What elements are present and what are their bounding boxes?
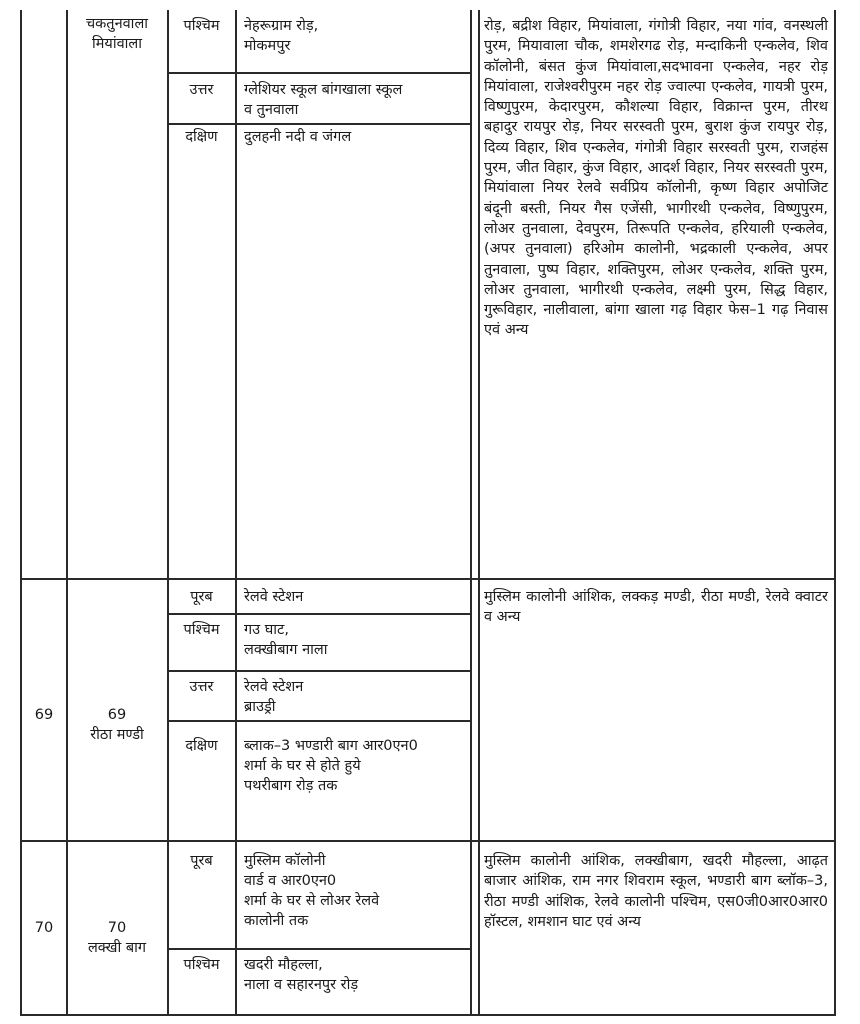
boundary-line: ब्राउड्री bbox=[244, 699, 276, 715]
subrow-separator bbox=[167, 948, 472, 950]
subrow-separator bbox=[167, 72, 472, 74]
covered-areas: मुस्लिम कालोनी आंशिक, लक्कड़ मण्डी, रीठा मण्डी, रेलवे क्वाटर व अन्य bbox=[484, 589, 828, 626]
ward-name-line: मियांवाला bbox=[92, 36, 142, 52]
direction-label: उत्तर bbox=[189, 82, 214, 98]
boundary-line: पथरीबाग रोड़ तक bbox=[244, 778, 338, 794]
ward-separator-1 bbox=[20, 578, 836, 580]
boundary-line: शर्मा के घर से लोअर रेलवे bbox=[244, 893, 380, 909]
direction-label: पश्चिम bbox=[183, 18, 220, 34]
boundary-line: कालोनी तक bbox=[244, 913, 309, 929]
boundary-line: व तुनवाला bbox=[244, 102, 299, 118]
column-divider-boundary bbox=[470, 10, 472, 1016]
direction-label: दक्षिण bbox=[185, 738, 218, 754]
table-border-left bbox=[20, 10, 22, 1016]
direction-label: उत्तर bbox=[189, 679, 214, 695]
boundary-text bbox=[244, 677, 468, 717]
boundary-line: लक्खीबाग नाला bbox=[244, 642, 328, 658]
direction-label: दक्षिण bbox=[185, 129, 218, 145]
subrow-separator bbox=[167, 670, 472, 672]
subrow-separator bbox=[167, 613, 472, 615]
boundary-line: गउ घाट, bbox=[244, 622, 289, 638]
boundary-line: शर्मा के घर से होते हुये bbox=[244, 758, 361, 774]
boundary-line: रेलवे स्टेशन bbox=[244, 589, 304, 605]
ward-name-line: रीठा मण्डी bbox=[90, 727, 144, 743]
boundary-text bbox=[244, 80, 468, 120]
boundary-line: मुस्लिम कॉलोनी bbox=[244, 853, 326, 869]
column-divider-direction bbox=[235, 10, 237, 1016]
direction-label: पश्चिम bbox=[183, 622, 220, 638]
boundary-line: ग्लेशियर स्कूल बांगखाला स्कूल bbox=[244, 82, 403, 98]
ward-name bbox=[68, 918, 166, 958]
boundary-line: मोकमपुर bbox=[244, 38, 291, 54]
boundary-line: रेलवे स्टेशन bbox=[244, 679, 304, 695]
table-border-right bbox=[834, 10, 836, 1016]
ward-name bbox=[68, 14, 166, 54]
subrow-separator bbox=[167, 123, 472, 125]
ward-name-line: 69 bbox=[107, 707, 127, 723]
direction-label: पश्चिम bbox=[183, 957, 220, 973]
boundary-text bbox=[244, 16, 468, 56]
ward-name-line: लक्खी बाग bbox=[87, 940, 147, 956]
boundary-text bbox=[244, 620, 468, 660]
ward-separator-2 bbox=[20, 840, 836, 842]
ward-name-line: 70 bbox=[107, 920, 127, 936]
boundary-text bbox=[244, 127, 468, 147]
boundary-line: नेहरूग्राम रोड़, bbox=[244, 18, 319, 34]
boundary-line: ब्लाक–3 भण्डारी बाग आर0एन0 bbox=[244, 738, 418, 754]
column-divider-number bbox=[66, 10, 68, 1016]
ward-name bbox=[68, 705, 166, 745]
ward-name-line: चकतुनवाला bbox=[85, 16, 149, 32]
subrow-separator bbox=[167, 720, 472, 722]
boundary-line: नाला व सहारनपुर रोड़ bbox=[244, 977, 359, 993]
table-border-bottom bbox=[20, 1014, 836, 1016]
covered-areas: रोड़, बद्रीश विहार, मियांवाला, गंगोत्री विहार, नया गांव, वनस्थली पुरम, मियावाला चौक, शमशेरगढ रोड़, मन्दाकिनी एन्कलेव, शिव कॉलोनी, बंसत कुंज मियांवाला,सदभावना एन्कलेव, नहर रोड़ मियांवाला, राजेश्वरीपुरम नहर रोड़ ज्वाल्पा एन्कलेव, गायत्री पुरम, विष्णुपुरम, केदारपुरम, कौशल्या विहार, विक्रान्त पुरम, तीरथ बहादुर रायपुर रोड़, नियर सरस्वती पुरम, बुराश कुंज रायपुर रोड़, दिव्य विहार, शिव एन्कलेव, गंगोत्री विहार सरस्वती पुरम, राजहंस पुरम, जीत विहार, कुंज विहार, आदर्श विहार, नियर सरस्वती पुरम, मियांवाला नियर रेलवे सर्वप्रिय कॉलोनी, कृष्ण विहार अपोजिट बंदूनी बस्ती, नियर गैस एजेंसी, भागीरथी एन्कलेव, विष्णुपुरम, लोअर तुनवाला, देवपुरम, तिरूपति एन्कलेव, हरियाली एन्कलेव, (अपर तुनवाला) हरिओम कालोनी, भद्रकाली एन्कलेव, अपर तुनवाला, पुष्प विहार, शक्तिपुरम, लोअर एन्कलेव, शक्ति पुरम, लोअर तुनवाला, भागीरथी एन्कलेव, लक्ष्मी पुरम, सिद्ध विहार, गुरूविहार, नालीवाला, बांगा खाला गढ़ विहार फेस–1 गढ़ निवास एवं अन्य bbox=[484, 18, 828, 339]
covered-areas: मुस्लिम कालोनी आंशिक, लक्खीबाग, खदरी मौहल्ला, आढ़त बाजार आंशिक, राम नगर शिवराम स्कूल, भण्डारी बाग ब्लॉक–3, रीठा मण्डी आंशिक, रेलवे कालोनी पश्चिम, एस0जी0आर0आर0 हॉस्टल, शमशान घाट एवं अन्य bbox=[484, 853, 828, 930]
boundary-line: दुलहनी नदी व जंगल bbox=[244, 129, 352, 145]
column-divider-areas bbox=[478, 10, 480, 1016]
boundary-text bbox=[244, 587, 468, 607]
ward-number: 70 bbox=[34, 920, 54, 936]
boundary-text bbox=[244, 736, 468, 796]
boundary-line: खदरी मौहल्ला, bbox=[244, 957, 323, 973]
boundary-line: वार्ड व आर0एन0 bbox=[244, 873, 337, 889]
boundary-text bbox=[244, 955, 468, 995]
boundary-text bbox=[244, 851, 468, 931]
ward-number: 69 bbox=[34, 707, 54, 723]
direction-label: पूरब bbox=[190, 853, 213, 869]
direction-label: पूरब bbox=[190, 589, 213, 605]
